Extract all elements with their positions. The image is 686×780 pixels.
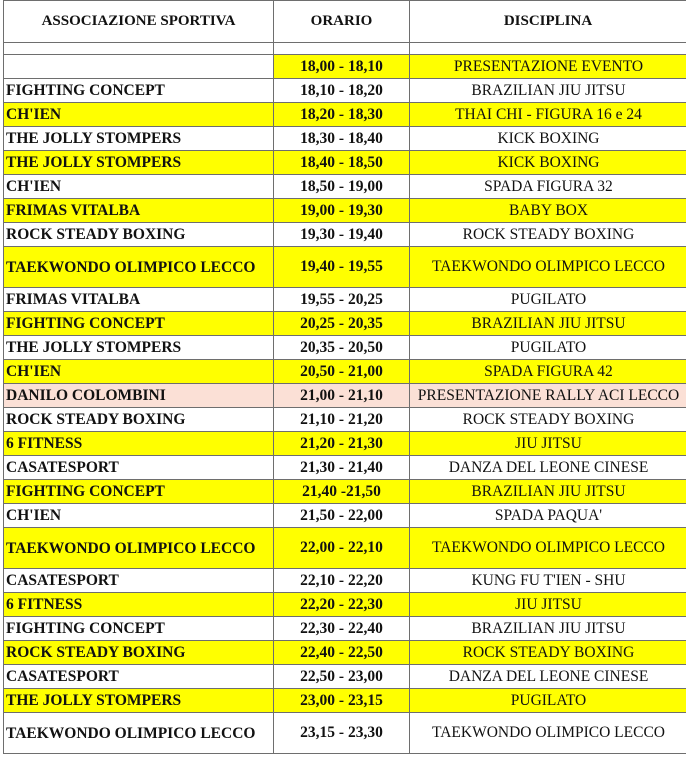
time-cell: 20,35 - 20,50 [274,336,410,360]
discipline-cell: DANZA DEL LEONE CINESE [410,456,686,480]
time-cell: 22,20 - 22,30 [274,593,410,617]
time-cell: 21,10 - 21,20 [274,408,410,432]
time-cell: 22,00 - 22,10 [274,528,410,569]
table-row [4,713,686,754]
assoc-cell: CH'IEN [4,103,274,127]
table-row [4,456,686,480]
assoc-cell: CASATESPORT [4,456,274,480]
discipline-cell: TAEKWONDO OLIMPICO LECCO [410,713,686,754]
discipline-cell: BRAZILIAN JIU JITSU [410,617,686,641]
discipline-cell: BRAZILIAN JIU JITSU [410,480,686,504]
table-row [4,432,686,456]
time-cell: 21,20 - 21,30 [274,432,410,456]
table-row [4,689,686,713]
table-row [4,79,686,103]
assoc-cell: FIGHTING CONCEPT [4,79,274,103]
assoc-cell [4,55,274,79]
discipline-cell: JIU JITSU [410,432,686,456]
table-row [4,480,686,504]
table-row [4,360,686,384]
discipline-cell: THAI CHI - FIGURA 16 e 24 [410,103,686,127]
time-cell: 18,10 - 18,20 [274,79,410,103]
time-cell: 23,15 - 23,30 [274,713,410,754]
table-row [4,312,686,336]
discipline-cell: PRESENTAZIONE RALLY ACI LECCO [410,384,686,408]
table-row [4,593,686,617]
table-row [4,223,686,247]
assoc-cell: THE JOLLY STOMPERS [4,689,274,713]
time-cell: 18,40 - 18,50 [274,151,410,175]
discipline-cell: SPADA FIGURA 42 [410,360,686,384]
table-row [4,151,686,175]
assoc-cell: TAEKWONDO OLIMPICO LECCO [4,528,274,569]
assoc-cell: ROCK STEADY BOXING [4,641,274,665]
assoc-cell: CASATESPORT [4,569,274,593]
table-row [4,199,686,223]
time-cell: 22,10 - 22,20 [274,569,410,593]
assoc-cell: 6 FITNESS [4,593,274,617]
table-row [4,384,686,408]
time-cell: 20,50 - 21,00 [274,360,410,384]
assoc-cell: CASATESPORT [4,665,274,689]
discipline-cell: JIU JITSU [410,593,686,617]
schedule-body [4,43,686,754]
assoc-cell: THE JOLLY STOMPERS [4,151,274,175]
header-row [4,1,686,43]
time-cell: 22,50 - 23,00 [274,665,410,689]
table-row [4,127,686,151]
header-time: ORARIO [274,1,410,43]
table-row [4,408,686,432]
discipline-cell: KICK BOXING [410,127,686,151]
discipline-cell: BABY BOX [410,199,686,223]
time-cell: 18,00 - 18,10 [274,55,410,79]
table-row [4,569,686,593]
discipline-cell: KICK BOXING [410,151,686,175]
assoc-cell: FIGHTING CONCEPT [4,312,274,336]
table-row [4,247,686,288]
discipline-cell: SPADA FIGURA 32 [410,175,686,199]
discipline-cell: DANZA DEL LEONE CINESE [410,665,686,689]
table-row [4,528,686,569]
time-cell: 18,30 - 18,40 [274,127,410,151]
assoc-cell: CH'IEN [4,504,274,528]
discipline-cell: ROCK STEADY BOXING [410,641,686,665]
time-cell: 22,30 - 22,40 [274,617,410,641]
table-row [4,55,686,79]
assoc-cell: CH'IEN [4,175,274,199]
time-cell: 22,40 - 22,50 [274,641,410,665]
time-cell: 19,30 - 19,40 [274,223,410,247]
assoc-cell: FIGHTING CONCEPT [4,480,274,504]
assoc-cell: DANILO COLOMBINI [4,384,274,408]
assoc-cell: 6 FITNESS [4,432,274,456]
table-row [4,175,686,199]
assoc-cell: TAEKWONDO OLIMPICO LECCO [4,247,274,288]
assoc-cell: CH'IEN [4,360,274,384]
discipline-cell: PUGILATO [410,288,686,312]
discipline-cell: PRESENTAZIONE EVENTO [410,55,686,79]
time-cell: 21,30 - 21,40 [274,456,410,480]
time-cell: 18,20 - 18,30 [274,103,410,127]
discipline-cell: SPADA PAQUA' [410,504,686,528]
discipline-cell: PUGILATO [410,336,686,360]
time-cell: 21,00 - 21,10 [274,384,410,408]
spacer-row [4,43,686,55]
time-cell: 19,40 - 19,55 [274,247,410,288]
time-cell: 19,55 - 20,25 [274,288,410,312]
discipline-cell: ROCK STEADY BOXING [410,408,686,432]
table-row [4,103,686,127]
table-row [4,504,686,528]
discipline-cell: PUGILATO [410,689,686,713]
time-cell: 23,00 - 23,15 [274,689,410,713]
assoc-cell: TAEKWONDO OLIMPICO LECCO [4,713,274,754]
header-disc: DISCIPLINA [410,1,686,43]
table-row [4,641,686,665]
time-cell: 20,25 - 20,35 [274,312,410,336]
discipline-cell: TAEKWONDO OLIMPICO LECCO [410,247,686,288]
header-assoc: ASSOCIAZIONE SPORTIVA [4,1,274,43]
time-cell: 18,50 - 19,00 [274,175,410,199]
assoc-cell: FRIMAS VITALBA [4,199,274,223]
assoc-cell: FRIMAS VITALBA [4,288,274,312]
table-row [4,336,686,360]
discipline-cell: ROCK STEADY BOXING [410,223,686,247]
assoc-cell: ROCK STEADY BOXING [4,408,274,432]
table-row [4,288,686,312]
schedule-table [3,0,686,754]
assoc-cell: FIGHTING CONCEPT [4,617,274,641]
discipline-cell: TAEKWONDO OLIMPICO LECCO [410,528,686,569]
time-cell: 19,00 - 19,30 [274,199,410,223]
table-row [4,617,686,641]
assoc-cell: THE JOLLY STOMPERS [4,127,274,151]
time-cell: 21,50 - 22,00 [274,504,410,528]
assoc-cell: ROCK STEADY BOXING [4,223,274,247]
table-row [4,665,686,689]
assoc-cell: THE JOLLY STOMPERS [4,336,274,360]
discipline-cell: BRAZILIAN JIU JITSU [410,79,686,103]
discipline-cell: BRAZILIAN JIU JITSU [410,312,686,336]
time-cell: 21,40 -21,50 [274,480,410,504]
discipline-cell: KUNG FU T'IEN - SHU [410,569,686,593]
